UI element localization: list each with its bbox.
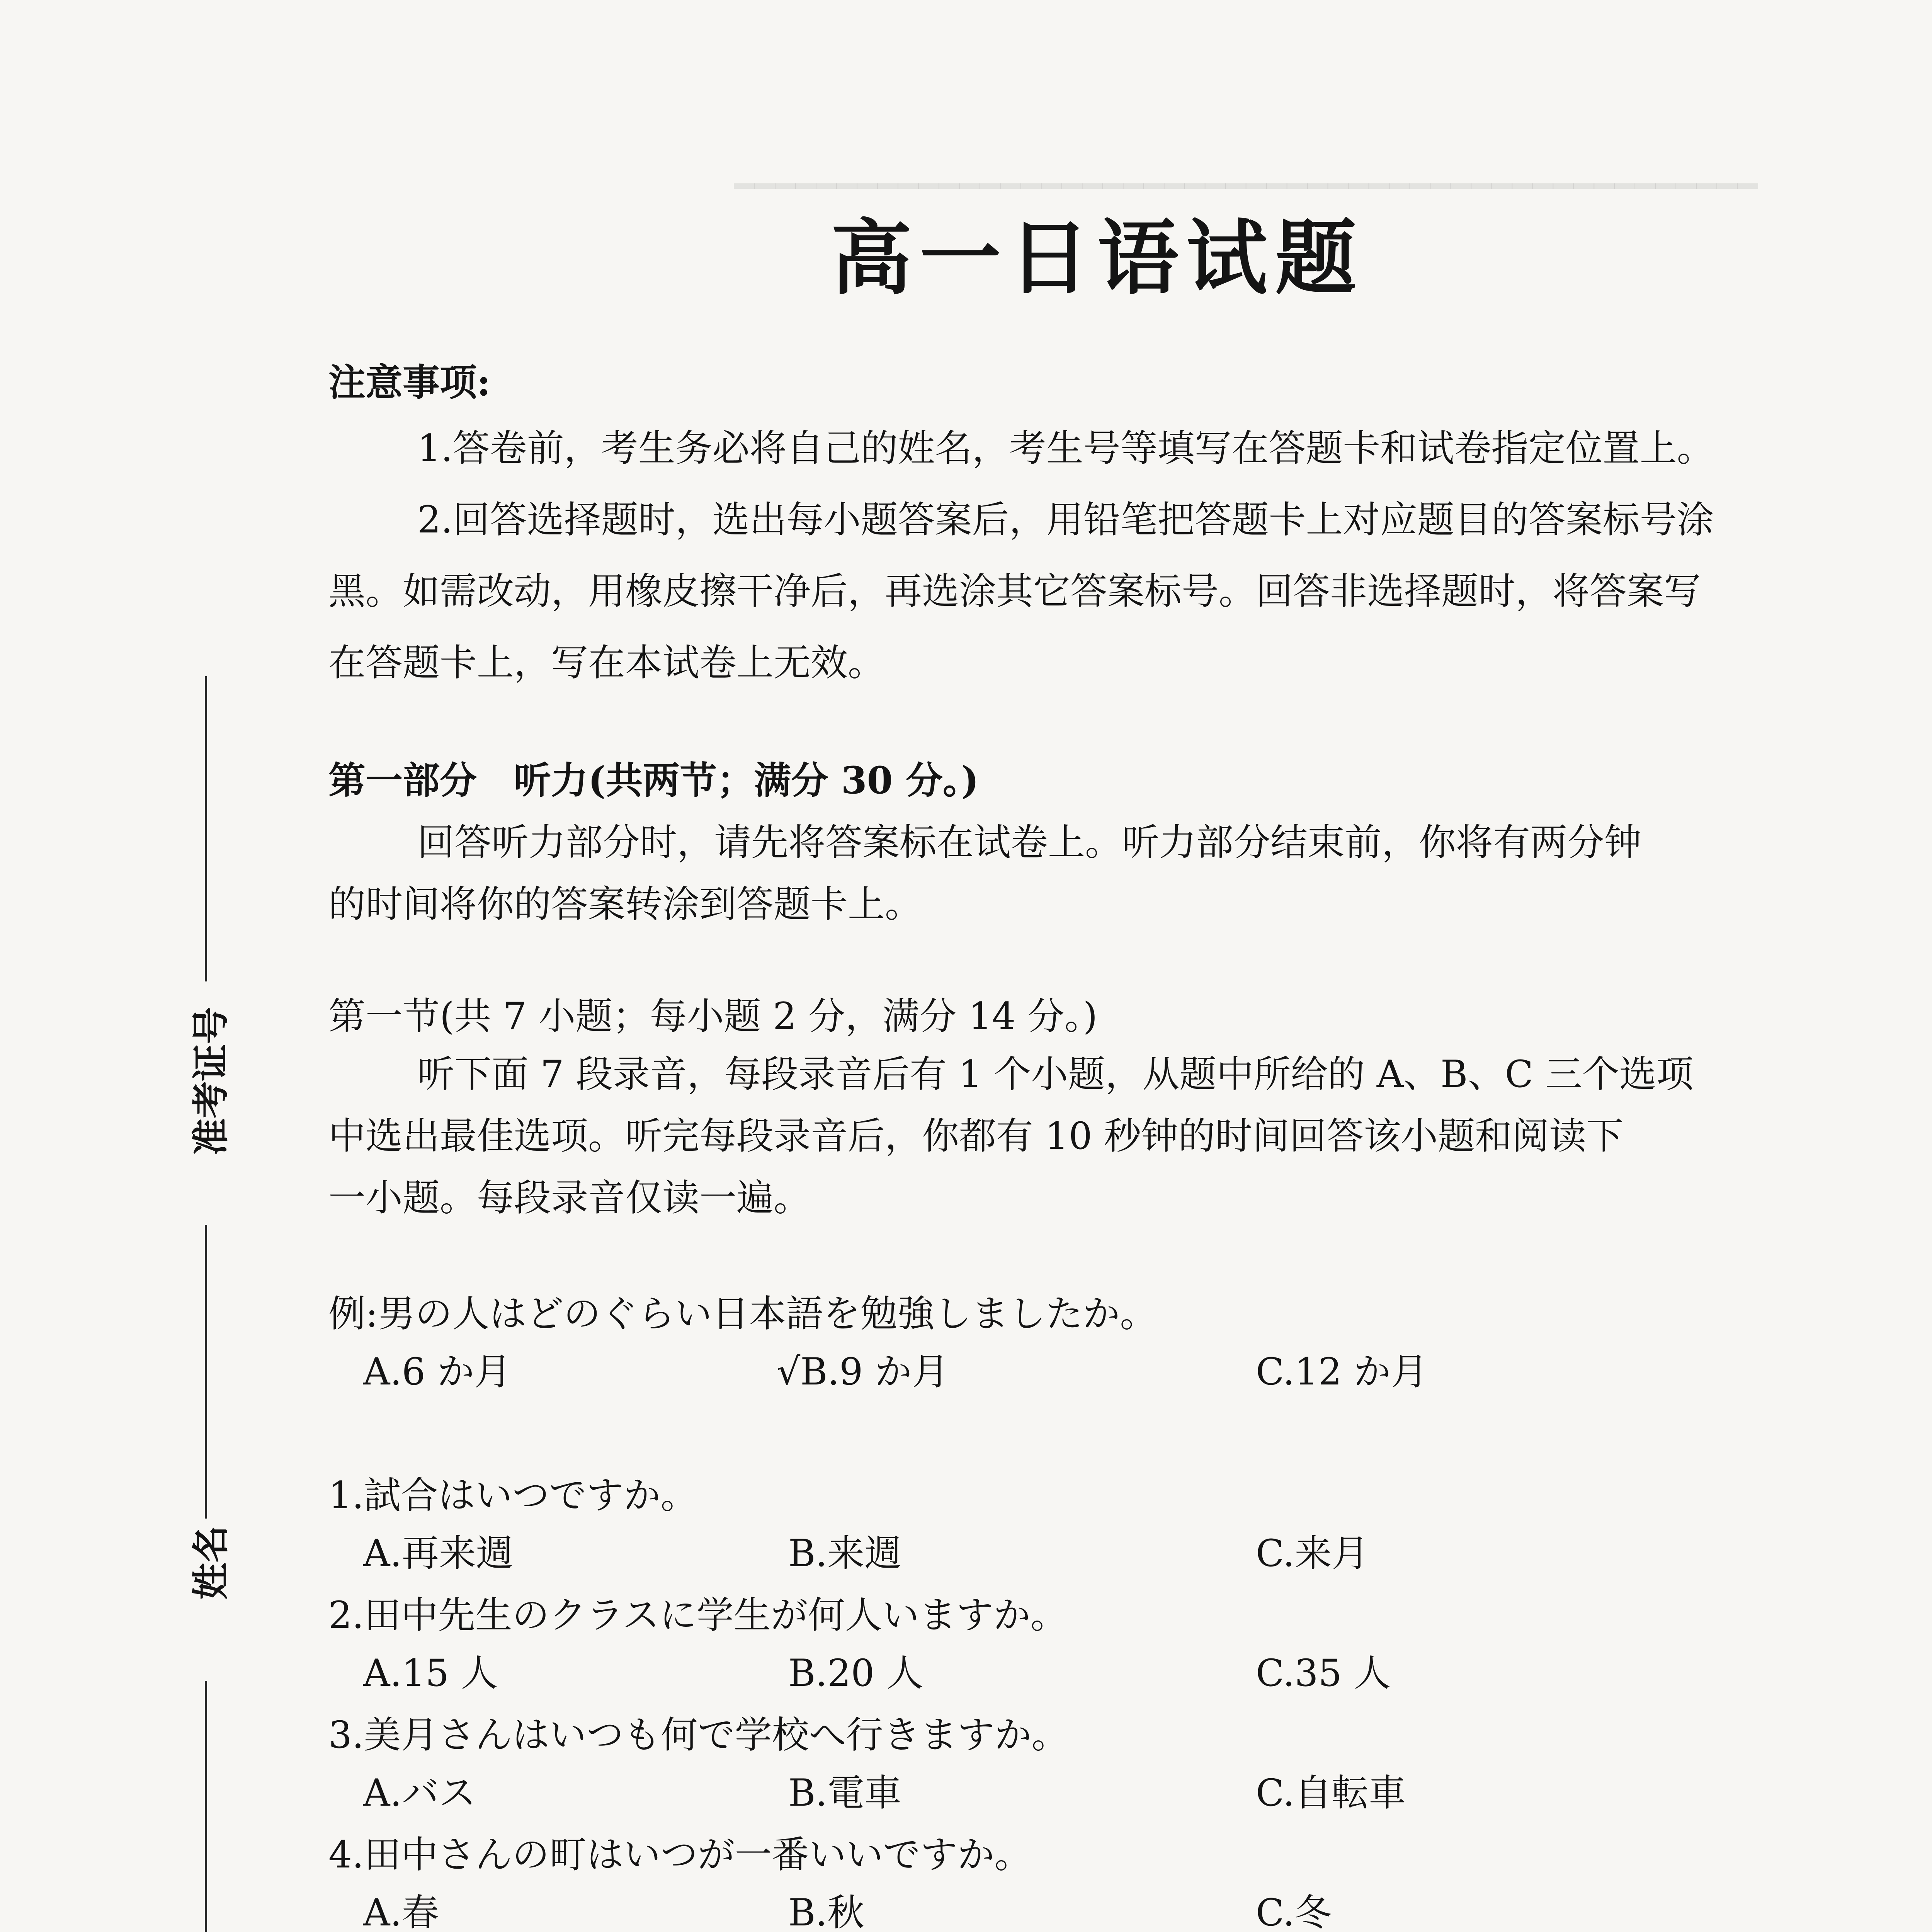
example-option-c: C.12 か月 [1256, 1350, 1428, 1393]
question-4: 4.田中さんの町はいつが一番いいですか。 [328, 1833, 1032, 1876]
notice-heading: 注意事项: [328, 361, 491, 404]
question-2-option-c: C.35 人 [1256, 1651, 1391, 1695]
question-3-option-b: B.電車 [788, 1771, 902, 1815]
question-1: 1.試合はいつですか。 [328, 1474, 698, 1517]
question-2-option-a: A.15 人 [363, 1651, 498, 1695]
question-1-option-a: A.再来週 [363, 1532, 513, 1575]
name-line [205, 1225, 207, 1519]
notice-item: 2.回答选择题时，选出每小题答案后，用铅笔把答题卡上对应题目的答案标号涂 [417, 498, 1714, 541]
question-4-option-c: C.冬 [1256, 1891, 1332, 1932]
question-3-option-c: C.自転車 [1256, 1771, 1406, 1815]
section1-instruction: 听下面 7 段录音，每段录音后有 1 个小题，从题中所给的 A、B、C 三个选项 [417, 1053, 1694, 1096]
section1-instruction: 中选出最佳选项。听完每段录音后，你都有 10 秒钟的时间回答该小题和阅读下 [328, 1114, 1624, 1158]
example-option-a: A.6 か月 [363, 1350, 512, 1393]
example-option-b: √B.9 か月 [777, 1350, 949, 1393]
question-3: 3.美月さんはいつも何で学校へ行きますか。 [328, 1713, 1069, 1757]
name-label: 姓名 [189, 1526, 233, 1600]
question-3-option-a: A.バス [363, 1771, 476, 1815]
page-title: 高一日语试题 [831, 210, 1364, 306]
exam-number-label: 准考证号 [189, 1007, 233, 1155]
notice-item: 黑。如需改动，用橡皮擦干净后，再选涂其它答案标号。回答非选择题时，将答案写 [328, 570, 1701, 613]
notice-item: 1.答卷前，考生务必将自己的姓名，考生号等填写在答题卡和试卷指定位置上。 [417, 427, 1714, 470]
question-4-option-b: B.秋 [788, 1891, 865, 1932]
part1-instruction: 回答听力部分时，请先将答案标在试卷上。听力部分结束前，你将有两分钟 [417, 821, 1641, 864]
part1-instruction: 的时间将你的答案转涂到答题卡上。 [328, 883, 922, 926]
question-2-option-b: B.20 人 [788, 1651, 923, 1695]
notice-item: 在答题卡上，写在本试卷上无效。 [328, 641, 885, 684]
section1-instruction: 一小题。每段录音仅读一遍。 [328, 1176, 811, 1219]
question-2: 2.田中先生のクラスに学生が何人いますか。 [328, 1594, 1068, 1637]
example-question: 例:男の人はどのぐらい日本語を勉強しましたか。 [328, 1292, 1157, 1335]
part1-heading: 第一部分 听力(共两节；满分 30 分。) [328, 759, 979, 802]
bleed-through-decoration: ━━━━━━━━━━━━━━━━━━━━━━━━━━━━━━━━━━━━━━━━━━━━━━━━━━ [734, 166, 1758, 206]
question-4-option-a: A.春 [363, 1891, 439, 1932]
section1-heading: 第一节(共 7 小题；每小题 2 分，满分 14 分。) [328, 995, 1098, 1038]
question-1-option-b: B.来週 [788, 1532, 902, 1575]
school-line [205, 1681, 207, 1932]
question-1-option-c: C.来月 [1256, 1532, 1369, 1575]
exam-number-line [205, 676, 207, 981]
